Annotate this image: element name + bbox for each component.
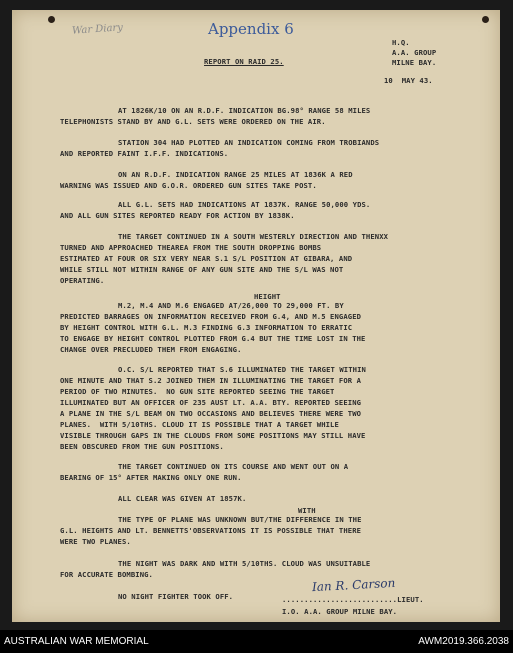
body-line: HEIGHT <box>254 292 281 301</box>
body-line: BY HEIGHT CONTROL WITH G.L. M.3 FINDING G.3 INFORMATION TO ERRATIC <box>60 323 353 332</box>
body-line: PREDICTED BARRAGES ON INFORMATION RECEIVED FROM G.4, AND M.5 ENGAGED <box>60 312 362 321</box>
body-line: BEARING OF 15° AFTER MAKING ONLY ONE RUN. <box>60 473 242 482</box>
report-title: REPORT ON RAID 25. <box>204 57 284 66</box>
body-line: BEEN OBSCURED FROM THE GUN POSITIONS. <box>60 442 224 451</box>
body-line: A PLANE IN THE S/L BEAM ON TWO OCCASIONS AND BELIEVES THERE WERE TWO <box>60 409 362 418</box>
signature: Ian R. Carson <box>311 575 396 595</box>
body-line: THE TARGET CONTINUED ON ITS COURSE AND WENT OUT ON A <box>118 462 349 471</box>
body-line: WHILE STILL NOT WITHIN RANGE OF ANY GUN SITE AND THE S/L WAS NOT <box>60 265 344 274</box>
archive-footer <box>0 630 513 653</box>
appendix-annotation: Appendix 6 <box>208 20 294 38</box>
body-line: CHANGE OVER PRECLUDED THEM FROM ENGAGING. <box>60 345 242 354</box>
signature-line: ..........................LIEUT. <box>282 595 424 604</box>
archive-reference: AWM2019.366.2038 <box>418 636 509 647</box>
body-line: TO ENGAGE BY HEIGHT CONTROL PLOTTED FROM G.4 BUT THE TIME LOST IN THE <box>60 334 366 343</box>
body-line: WERE TWO PLANES. <box>60 537 131 546</box>
body-line: OPERATING. <box>60 276 105 285</box>
body-line: AND ALL GUN SITES REPORTED READY FOR ACTION BY 1838K. <box>60 211 295 220</box>
body-line: ALL G.L. SETS HAD INDICATIONS AT 1837K. RANGE 50,000 YDS. <box>118 200 371 209</box>
body-line: TURNED AND APPROACHED THEAREA FROM THE SOUTH DROPPING BOMBS <box>60 243 322 252</box>
group-line: A.A. GROUP <box>392 48 437 57</box>
body-line: TELEPHONISTS STAND BY AND G.L. SETS WERE ORDERED ON THE AIR. <box>60 117 326 126</box>
body-line: THE TYPE OF PLANE WAS UNKNOWN BUT/THE DIFFERENCE IN THE <box>118 515 362 524</box>
body-line: ONE MINUTE AND THAT S.2 JOINED THEM IN ILLUMINATING THE TARGET FOR A <box>60 376 362 385</box>
body-line: AT 1826K/10 ON AN R.D.F. INDICATION BG.98° RANGE 58 MILES <box>118 106 371 115</box>
body-line: ALL CLEAR WAS GIVEN AT 1857K. <box>118 494 247 503</box>
signature-unit: I.O. A.A. GROUP MILNE BAY. <box>282 607 398 616</box>
body-line: G.L. HEIGHTS AND LT. BENNETTS'OBSERVATIONS IT IS POSSIBLE THAT THERE <box>60 526 362 535</box>
body-line: WARNING WAS ISSUED AND G.O.R. ORDERED GUN SITES TAKE POST. <box>60 181 317 190</box>
body-line: WITH <box>298 506 316 515</box>
war-diary-annotation: War Diary <box>71 22 124 37</box>
body-line: PLANES. WITH 5/10THS. CLOUD IT IS POSSIBLE THAT A TARGET WHILE <box>60 420 339 429</box>
location-line: MILNE BAY. <box>392 58 437 67</box>
body-line: VISIBLE THROUGH GAPS IN THE CLOUDS FROM SOME POSITIONS MAY STILL HAVE <box>60 431 366 440</box>
document-page <box>12 10 500 622</box>
hq-line: H.Q. <box>392 38 410 47</box>
body-line: ILLUMINATED BUT AN OFFICER OF 235 AUST LT. A.A. BTY. REPORTED SEEING <box>60 398 362 407</box>
body-line: O.C. S/L REPORTED THAT S.6 ILLUMINATED THE TARGET WITHIN <box>118 365 366 374</box>
body-line: ESTIMATED AT FOUR OR SIX VERY NEAR S.1 S/L POSITION AT GIBARA, AND <box>60 254 353 263</box>
body-line: AND REPORTED FAINT I.F.F. INDICATIONS. <box>60 149 229 158</box>
body-line: THE TARGET CONTINUED IN A SOUTH WESTERLY DIRECTION AND THENXX <box>118 232 389 241</box>
body-line: THE NIGHT WAS DARK AND WITH 5/10THS. CLOUD WAS UNSUITABLE <box>118 559 371 568</box>
body-line: FOR ACCURATE BOMBING. <box>60 570 153 579</box>
body-line: ON AN R.D.F. INDICATION RANGE 25 MILES AT 1836K A RED <box>118 170 353 179</box>
punch-hole <box>48 16 55 23</box>
report-date: 10 MAY 43. <box>384 76 433 85</box>
body-line: NO NIGHT FIGHTER TOOK OFF. <box>118 592 234 601</box>
body-line: M.2, M.4 AND M.6 ENGAGED AT/26,000 TO 29,000 FT. BY <box>118 301 344 310</box>
archive-name: AUSTRALIAN WAR MEMORIAL <box>4 636 149 647</box>
punch-hole <box>482 16 489 23</box>
body-line: STATION 304 HAD PLOTTED AN INDICATION COMING FROM TROBIANDS <box>118 138 380 147</box>
body-line: PERIOD OF TWO MINUTES. NO GUN SITE REPORTED SEEING THE TARGET <box>60 387 335 396</box>
